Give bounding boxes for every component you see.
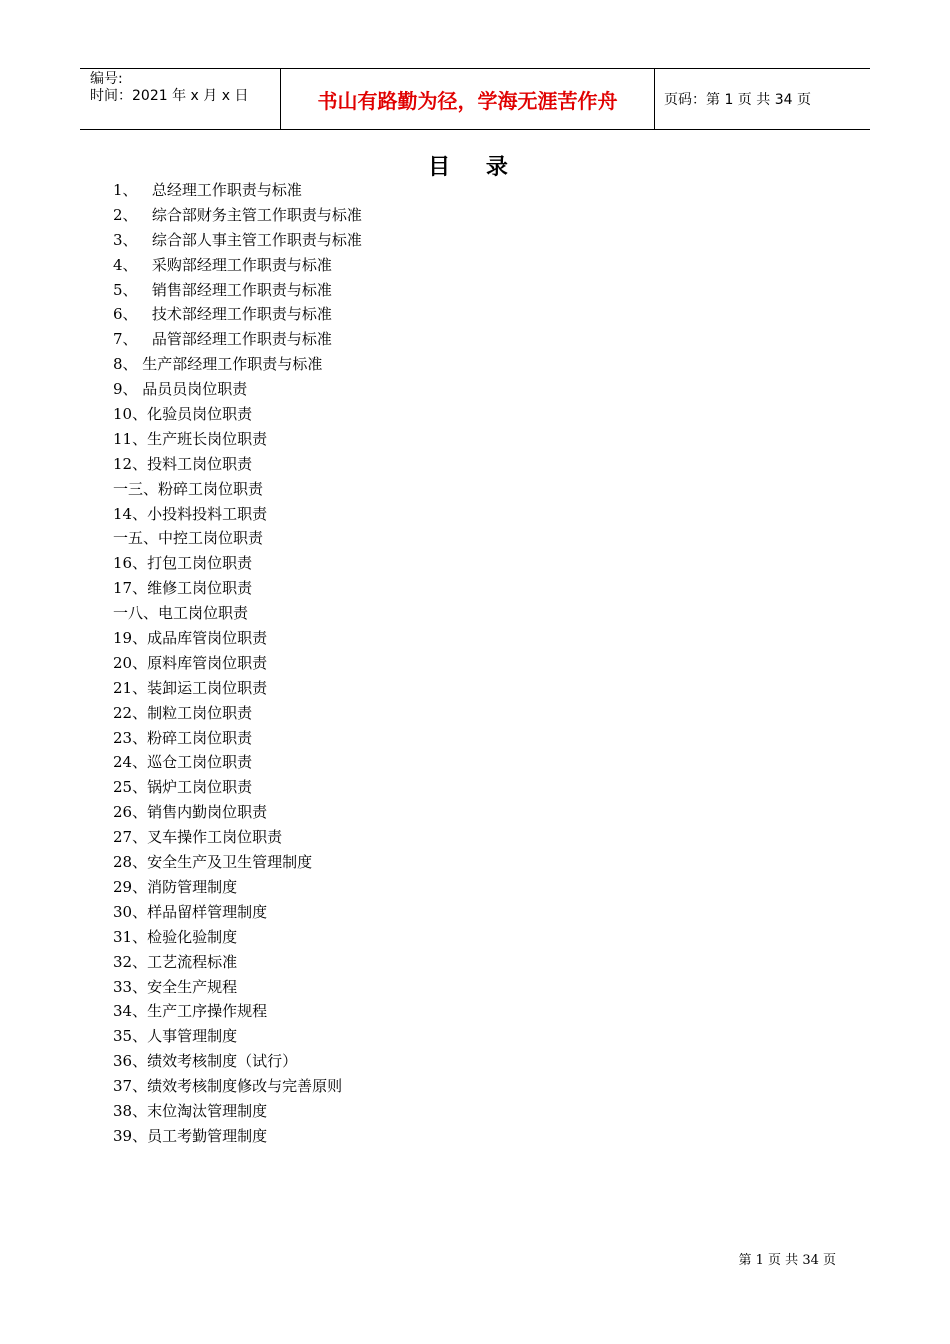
toc-item[interactable]: 34、生产工序操作规程	[113, 1002, 268, 1021]
page-footer: 第 1 页 共 34 页	[738, 1253, 836, 1268]
header-motto: 书山有路勤为径，学海无涯苦作舟	[281, 69, 655, 129]
page-header	[80, 68, 870, 130]
toc-item[interactable]: 6、 技术部经理工作职责与标准	[113, 305, 332, 324]
toc-item[interactable]: 21、装卸运工岗位职责	[113, 678, 268, 697]
toc-item[interactable]: 35、人事管理制度	[113, 1027, 238, 1046]
toc-item[interactable]: 16、打包工岗位职责	[113, 554, 253, 573]
toc-item[interactable]: 26、销售内勤岗位职责	[113, 803, 268, 822]
toc-item[interactable]: 一三、粉碎工岗位职责	[113, 479, 264, 498]
toc-item[interactable]: 29、消防管理制度	[113, 877, 238, 896]
toc-item[interactable]: 33、安全生产规程	[113, 977, 238, 996]
toc-item[interactable]: 24、巡仓工岗位职责	[113, 753, 253, 772]
page-title: 目 录	[428, 155, 522, 180]
toc-item[interactable]: 5、 销售部经理工作职责与标准	[113, 280, 332, 299]
header-meta	[80, 69, 281, 129]
toc-item[interactable]: 37、绩效考核制度修改与完善原则	[113, 1077, 343, 1096]
toc-item[interactable]: 27、叉车操作工岗位职责	[113, 828, 283, 847]
toc-item[interactable]: 36、绩效考核制度（试行）	[113, 1052, 298, 1071]
toc-item[interactable]: 28、安全生产及卫生管理制度	[113, 853, 313, 872]
toc-item[interactable]: 30、样品留样管理制度	[113, 902, 268, 921]
toc-item[interactable]: 22、制粒工岗位职责	[113, 703, 253, 722]
table-of-contents	[113, 178, 362, 1149]
toc-item[interactable]: 7、 品管部经理工作职责与标准	[113, 330, 332, 349]
toc-item[interactable]: 一八、电工岗位职责	[113, 604, 249, 623]
toc-item[interactable]: 19、成品库管岗位职责	[113, 629, 268, 648]
toc-item[interactable]: 9、 品员员岗位职责	[113, 380, 248, 399]
toc-item[interactable]: 11、生产班长岗位职责	[113, 429, 268, 448]
toc-item[interactable]: 14、小投料投料工职责	[113, 504, 268, 523]
toc-item[interactable]: 39、员工考勤管理制度	[113, 1126, 268, 1145]
toc-item[interactable]: 4、 采购部经理工作职责与标准	[113, 255, 332, 274]
toc-item[interactable]: 20、原料库管岗位职责	[113, 653, 268, 672]
toc-item[interactable]: 10、化验员岗位职责	[113, 405, 253, 424]
toc-item[interactable]: 8、 生产部经理工作职责与标准	[113, 355, 323, 374]
toc-item[interactable]: 23、粉碎工岗位职责	[113, 728, 253, 747]
time-label: 时间：2021 年 x 月 x 日	[90, 88, 249, 104]
toc-item[interactable]: 38、末位淘汰管理制度	[113, 1101, 268, 1120]
toc-item[interactable]: 17、维修工岗位职责	[113, 579, 253, 598]
toc-item[interactable]: 1、 总经理工作职责与标准	[113, 181, 302, 199]
toc-item[interactable]: 32、工艺流程标准	[113, 952, 238, 971]
toc-item[interactable]: 一五、中控工岗位职责	[113, 529, 264, 548]
header-page-number: 页码：第 1 页 共 34 页	[664, 92, 811, 108]
toc-item[interactable]: 25、锅炉工岗位职责	[113, 778, 253, 797]
toc-item[interactable]: 3、 综合部人事主管工作职责与标准	[113, 230, 362, 249]
toc-item[interactable]: 2、 综合部财务主管工作职责与标准	[113, 205, 362, 224]
toc-item[interactable]: 31、检验化验制度	[113, 927, 238, 946]
number-label: 编号:	[90, 71, 123, 87]
toc-item[interactable]: 12、投料工岗位职责	[113, 454, 253, 473]
